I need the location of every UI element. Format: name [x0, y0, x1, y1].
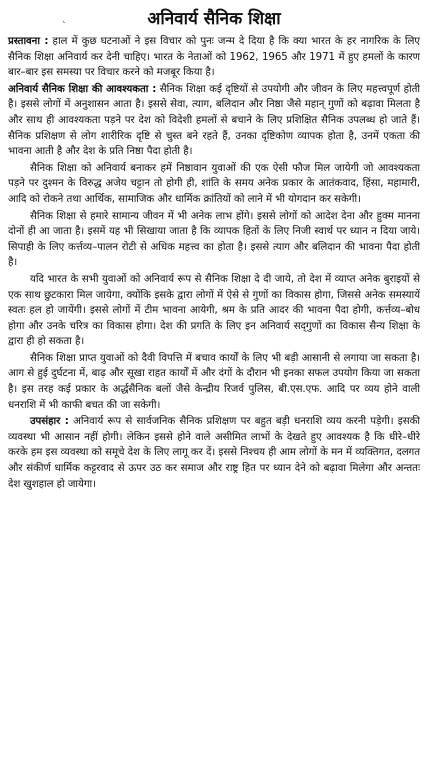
conclusion-text: अनिवार्य रूप से सार्वजनिक सैनिक प्रशिक्षण पर बहुत बड़ी धनराशि व्यय करनी पड़ेगी। इसकी व्यवस्था भी आसान नहीं होगी। लेकिन इससे होने वाले असीमित लाभों के देखते हुए आवश्यक है कि धीरे–धीरे करके हम इस व्यवस्था को समूचे देश के लिए लागू कर दें। इससे निश्चय ही आम लोगों के मन में व्यक्तिगत, दलगत और संकीर्ण धार्मिक कट्टरवाद से ऊपर उठ कर समाज और राष्ट्र हित पर ध्यान देने को बढ़ावा मिलेगा और अन्ततः देश खुशहाल हो जायेगा।: [8, 416, 421, 490]
need-paragraph: [8, 82, 420, 160]
stray-mark: ˎ: [62, 14, 67, 24]
body-paragraph-3: यदि भारत के सभी युवाओं को अनिवार्य रूप से सैनिक शिक्षा दे दी जाये, तो देश में व्याप्त अनेक बुराइयों से एक साथ छुटकारा मिल जायेगा, क्योंकि इसके द्वारा लोगों में ऐसे से गुणों का विकास होगा, जिससे अनेक समस्यायें स्वतः हल हो जायेंगी। इससे लोगों में टीम भावना आयेगी, श्रम के प्रति आदर की भावना पैदा होगी, कर्त्तव्य–बोध होगा और उनके चरित्र का विकास होगा। देश की प्रगति के लिए इन अनिवार्य सद्‌गुणों का विकास सैन्य शिक्षा के द्वारा ही हो सकता है।: [8, 273, 420, 348]
intro-text: हाल में कुछ घटनाओं ने इस विचार को पुनः जन्म दे दिया है कि क्या भारत के हर नागरिक के लिए सैनिक शिक्षा अनिवार्य कर देनी चाहिए। भारत के नेताओं को 1962, 1965 और 1971 में हुए हमलों के कारण बार–बार इस समस्या पर विचार करने को मजबूर किया है।: [8, 36, 420, 79]
need-text: सैनिक शिक्षा कई दृष्टियों से उपयोगी और जीवन के लिए महत्त्वपूर्ण होती है। इससे लोगों में अनुशासन आता है। इससे सेवा, त्याग, बलिदान और निष्ठा जैसे महान् गुणों को बढ़ावा मिलता है और साथ ही आवश्यकता पड़ने पर देश को विदेशी हमलों से बचाने के लिए प्रशिक्षित सैनिक उपलब्ध हो जाते हैं। सैनिक प्रशिक्षण से लोग शारीरिक दृष्टि से चुस्त बने रहते हैं, उनका दृष्टिकोण व्यापक होता है, उनमें एकता की भावना आती है और देश के प्रति निष्ठा पैदा होती है।: [8, 83, 420, 158]
intro-paragraph: [8, 34, 420, 81]
essay-title: अनिवार्य सैनिक शिक्षा: [147, 9, 281, 29]
conclusion-paragraph: [8, 414, 420, 492]
conclusion-heading: उपसंहार :: [30, 416, 69, 428]
need-heading: अनिवार्य सैनिक शिक्षा की आवश्यकता :: [8, 83, 157, 95]
body-paragraph-4: सैनिक शिक्षा प्राप्त युवाओं को दैवी विपत्ति में बचाव कार्यों के लिए भी बड़ी आसानी से लगाया जा सकता है। आग से हुई दुर्घटना में, बाढ़ और सूखा राहत कार्यों में और दंगों के दौरान भी इनका सफल उपयोग किया जा सकता है। इस तरह कई प्रकार के अर्द्धसैनिक बलों जैसे केन्द्रीय रिजर्व पुलिस, बी.एस.एफ. आदि पर व्यय होने वाली धनराशि में भी काफी बचत की जा सकेगी।: [8, 352, 420, 411]
body-paragraph-2: सैनिक शिक्षा से हमारे सामान्य जीवन में भी अनेक लाभ होंगे। इससे लोगों को आदेश देना और हुक्म मानना दोनों ही आ जाता है। इसमें यह भी सिखाया जाता है कि व्यापक हितों के लिए निजी स्वार्थ पर ध्यान न दिया जाये। सिपाही के लिए कर्त्तव्य–पालन रोटी से अधिक महत्त्व का होता है। इससे त्याग और बलिदान की भावना पैदा होती है।: [8, 210, 420, 269]
intro-heading: प्रस्तावना :: [8, 36, 49, 47]
body-paragraph-1: सैनिक शिक्षा को अनिवार्य बनाकर हमें निष्ठावान युवाओं की एक ऐसी फौज मिल जायेगी जो आवश्यकता पड़ने पर दुश्मन के विरुद्ध अजेय चट्टान तो होगी ही, शांति के समय अनेक प्रकार के आतंकवाद, हिंसा, महामारी, आदि को रोकने तथा आर्थिक, सामाजिक और धार्मिक क्रांतियों को लाने में भी योगदान कर सकेगी।: [8, 162, 420, 205]
